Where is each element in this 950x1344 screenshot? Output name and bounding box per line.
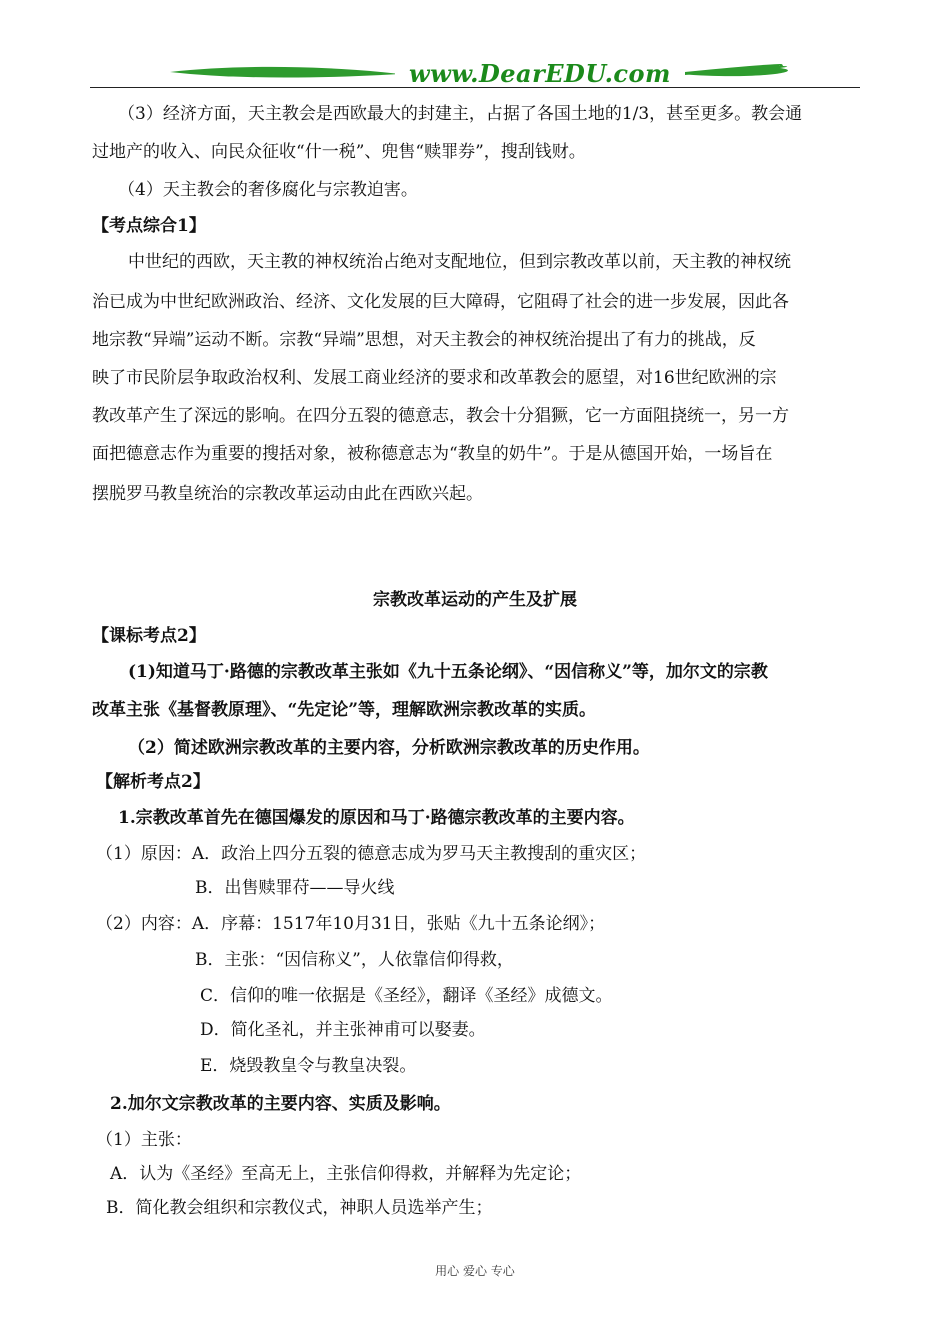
section-heading: 【解析考点2】 [96,772,210,792]
paragraph-line: 改革主张《基督教原理》、“先定论”等，理解欧洲宗教改革的实质。 [92,700,597,720]
list-item: （2）内容：A．序幕：1517年10月31日，张贴《九十五条论纲》； [96,914,606,934]
section-title: 宗教改革运动的产生及扩展 [373,590,577,610]
paragraph-line: （2）简述欧洲宗教改革的主要内容，分析欧洲宗教改革的历史作用。 [128,738,650,758]
paragraph-line: （4）天主教会的奢侈腐化与宗教迫害。 [118,180,418,200]
question-heading: 2.加尔文宗教改革的主要内容、实质及影响。 [110,1094,451,1114]
paragraph-line: 摆脱罗马教皇统治的宗教改革运动由此在西欧兴起。 [92,484,483,504]
list-item: （1）原因：A．政治上四分五裂的德意志成为罗马天主教搜刮的重灾区； [96,844,647,864]
paragraph-line: (1)知道马丁·路德的宗教改革主张如《九十五条论纲》、“因信称义”等，加尔文的宗教 [128,662,768,682]
paragraph-line: 治已成为中世纪欧洲政治、经济、文化发展的巨大障碍，它阻碍了社会的进一步发展，因此各 [92,292,789,312]
paragraph-line: 教改革产生了深远的影响。在四分五裂的德意志，教会十分猖獗，它一方面阻挠统一，另一方 [92,406,789,426]
list-item: D．简化圣礼，并主张神甫可以娶妻。 [200,1020,486,1040]
section-heading: 【考点综合1】 [92,216,206,236]
paragraph-line: 过地产的收入、向民众征收“什一税”、兜售“赎罪券”，搜刮钱财。 [92,142,586,162]
list-item: E．烧毁教皇令与教皇决裂。 [200,1056,417,1076]
page-header [90,58,860,90]
list-item: B．出售赎罪苻——导火线 [195,878,395,898]
list-item: B．主张：“因信称义”，人依靠信仰得救， [195,950,514,970]
paragraph-line: 地宗教“异端”运动不断。宗教“异端”思想，对天主教会的神权统治提出了有力的挑战，反 [92,330,756,350]
list-item: B．简化教会组织和宗教仪式，神职人员选举产生； [106,1198,493,1218]
brand-logo-text: www.DearEDU.com [395,60,685,88]
paragraph-line: 中世纪的西欧，天主教的神权统治占绝对支配地位，但到宗教改革以前，天主教的神权统 [128,252,791,272]
list-item: C．信仰的唯一依据是《圣经》，翻译《圣经》成德文。 [200,986,613,1006]
section-heading: 【课标考点2】 [92,626,206,646]
header-divider [90,87,860,88]
paragraph-line: 面把德意志作为重要的搜括对象，被称德意志为“教皇的奶牛”。于是从德国开始，一场旨在 [92,444,773,464]
list-item: （1）主张： [96,1130,192,1150]
list-item: A．认为《圣经》至高无上，主张信仰得救，并解释为先定论； [110,1164,582,1184]
paragraph-line: （3）经济方面，天主教会是西欧最大的封建主，占据了各国土地的1/3，甚至更多。教会通 [118,104,803,124]
question-heading: 1.宗教改革首先在德国爆发的原因和马丁·路德宗教改革的主要内容。 [118,808,635,828]
paragraph-line: 映了市民阶层争取政治权利、发展工商业经济的要求和改革教会的愿望，对16世纪欧洲的宗 [92,368,777,388]
page-footer: 用心 爱心 专心 [435,1264,515,1278]
